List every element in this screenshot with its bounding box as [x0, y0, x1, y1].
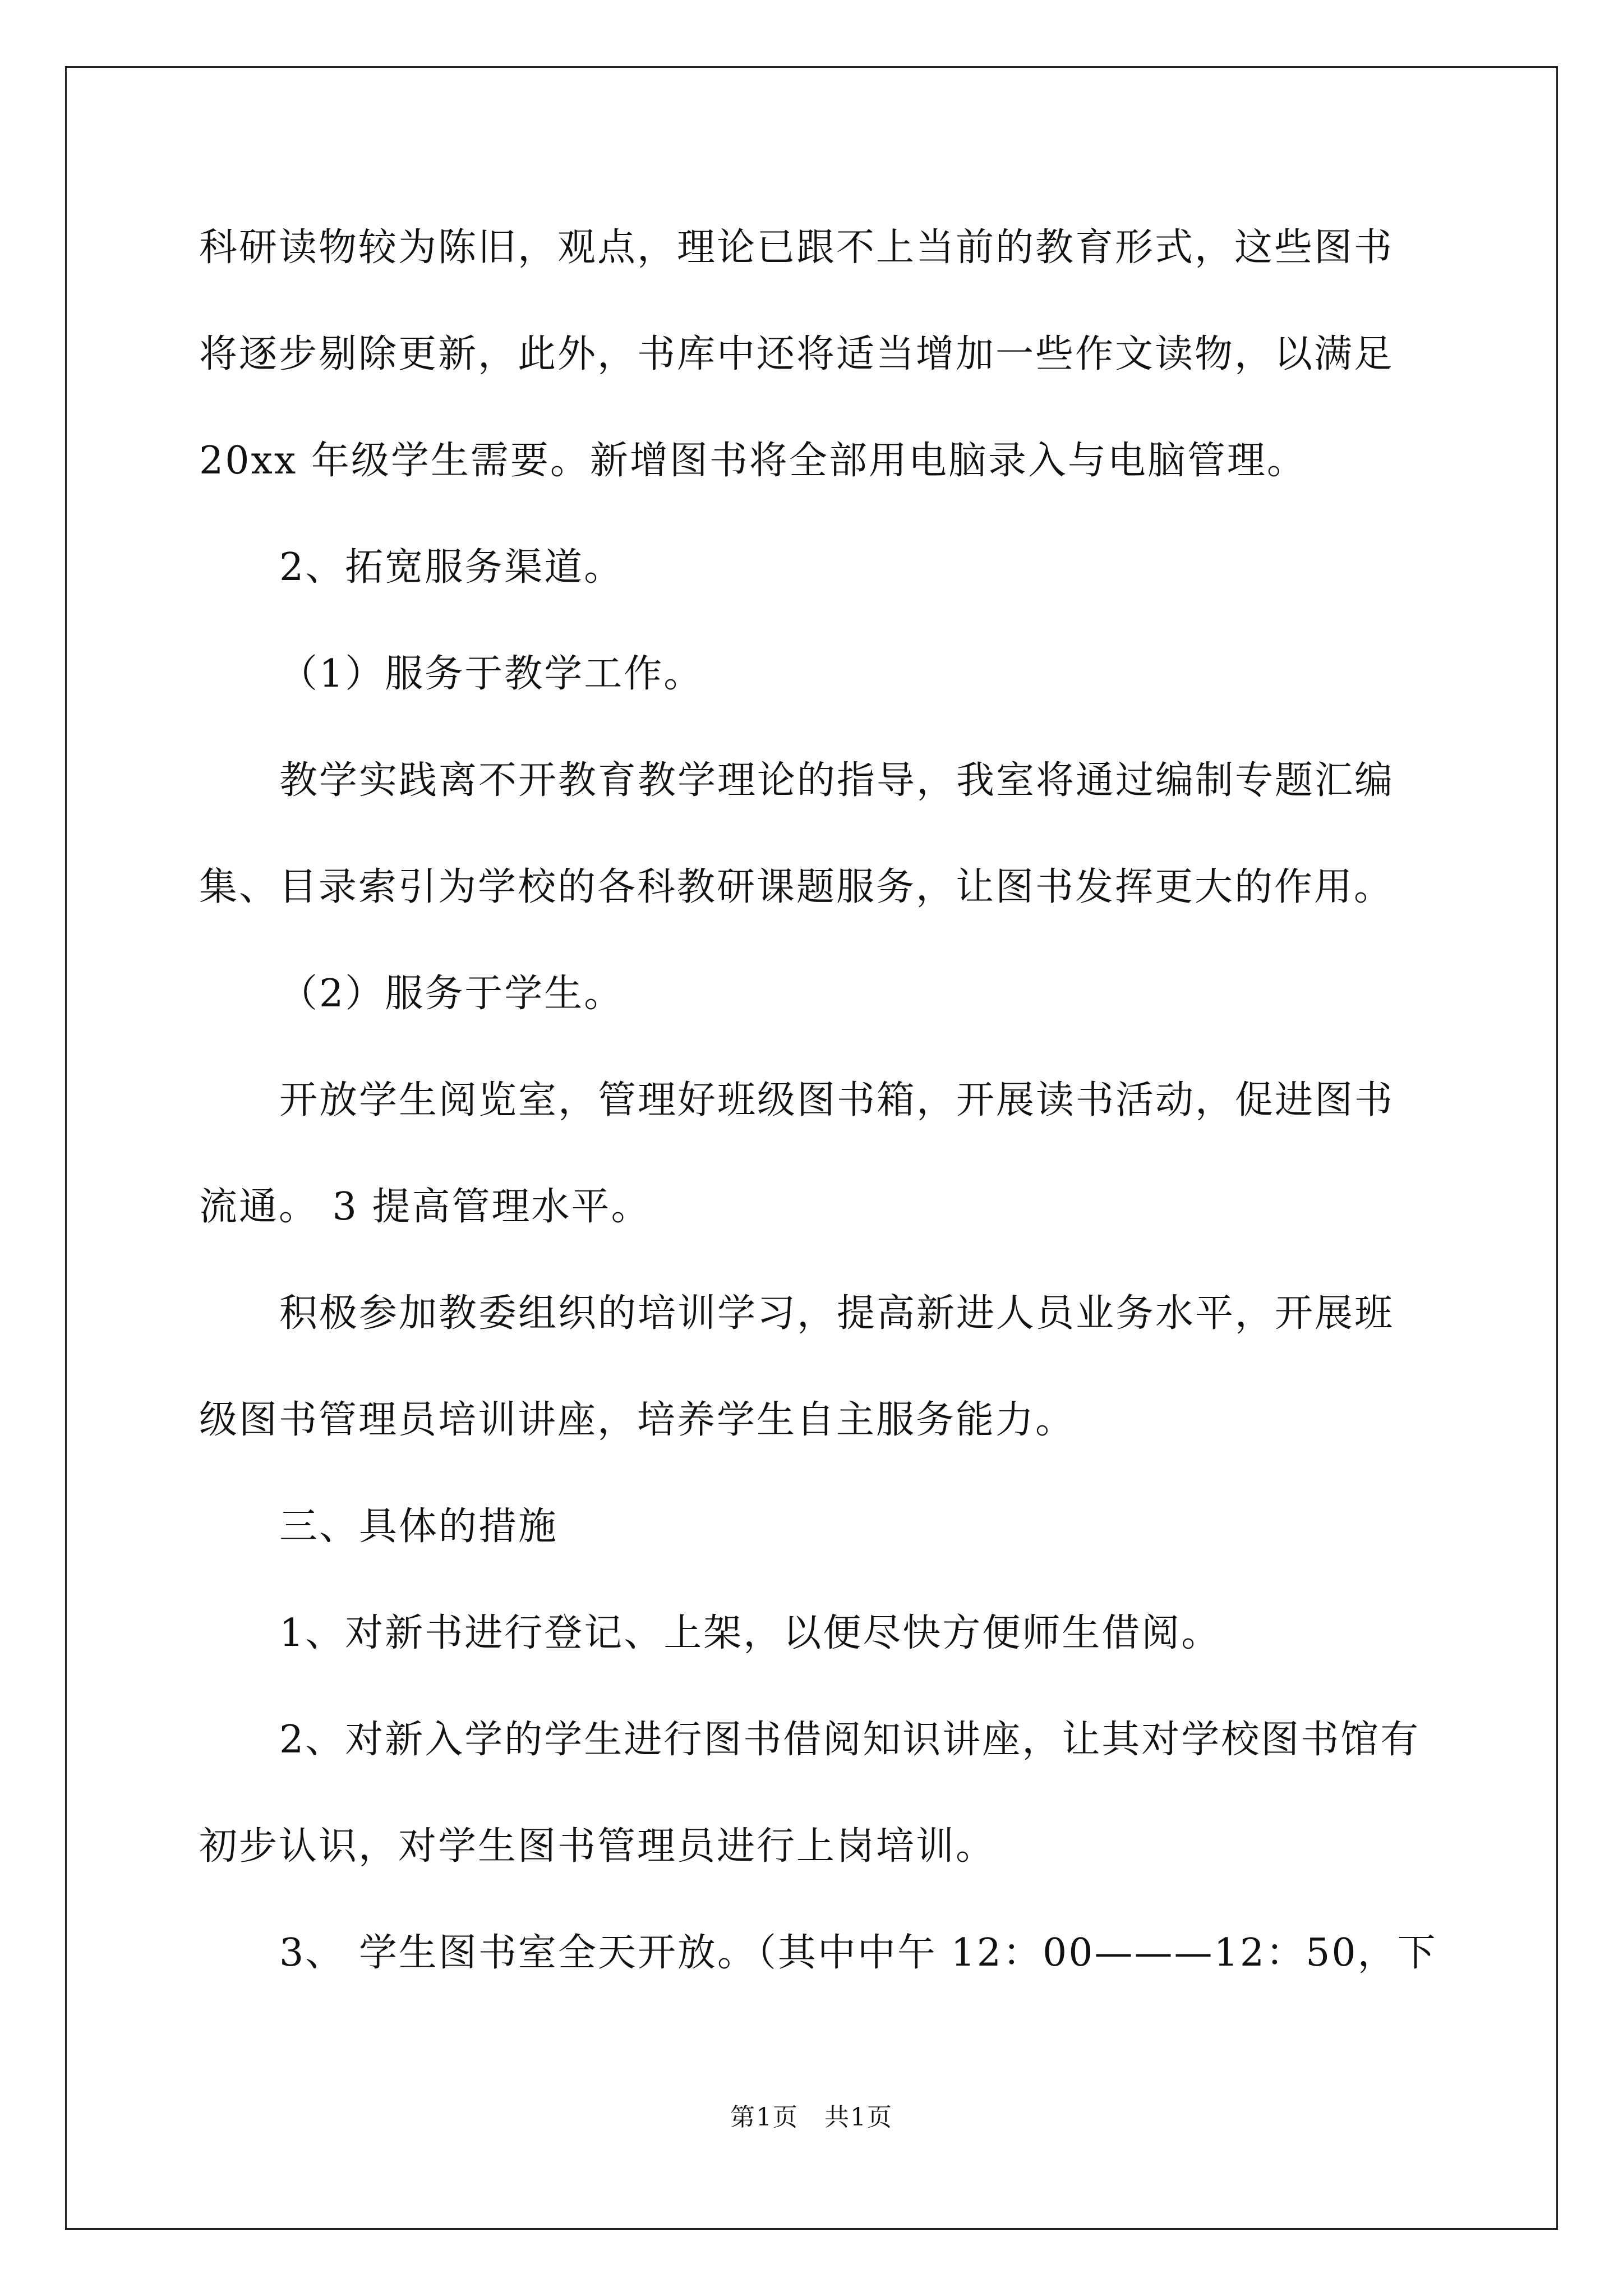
section-heading: 三、具体的措施 [279, 1504, 559, 1549]
subsection-heading: （2）服务于学生。 [279, 972, 624, 1016]
body-text-line: 开放学生阅览室，管理好班级图书箱，开展读书活动，促进图书 [279, 1078, 1395, 1122]
body-text-line: 集、目录索引为学校的各科教研课题服务，让图书发挥更大的作用。 [199, 865, 1394, 909]
body-text-line: 级图书管理员培训讲座，培养学生自主服务能力。 [199, 1398, 1076, 1442]
body-text-line: 初步认识，对学生图书管理员进行上岗培训。 [199, 1824, 996, 1869]
body-text-line: 教学实践离不开教育教学理论的指导，我室将通过编制专题汇编 [279, 758, 1395, 803]
page-border [65, 66, 1558, 2230]
page-number-footer: 第1页 共1页 [730, 2103, 893, 2132]
section-heading: 2、拓宽服务渠道。 [279, 545, 624, 590]
list-item: 3、 学生图书室全天开放。（其中中午 12：00———12：50，下 [279, 1931, 1437, 1975]
subsection-heading: （1）服务于教学工作。 [279, 652, 704, 696]
body-text-line: 积极参加教委组织的培训学习，提高新进人员业务水平，开展班 [279, 1291, 1395, 1336]
body-text-line: 流通。 3 提高管理水平。 [199, 1185, 651, 1229]
body-text-line: 20xx 年级学生需要。新增图书将全部用电脑录入与电脑管理。 [199, 439, 1307, 483]
body-text-line: 科研读物较为陈旧，观点，理论已跟不上当前的教育形式，这些图书 [199, 226, 1394, 270]
list-item: 1、对新书进行登记、上架，以便尽快方便师生借阅。 [279, 1611, 1221, 1655]
list-item: 2、对新入学的学生进行图书借阅知识讲座，让其对学校图书馆有 [279, 1718, 1421, 1762]
body-text-line: 将逐步剔除更新，此外，书库中还将适当增加一些作文读物，以满足 [199, 332, 1394, 376]
